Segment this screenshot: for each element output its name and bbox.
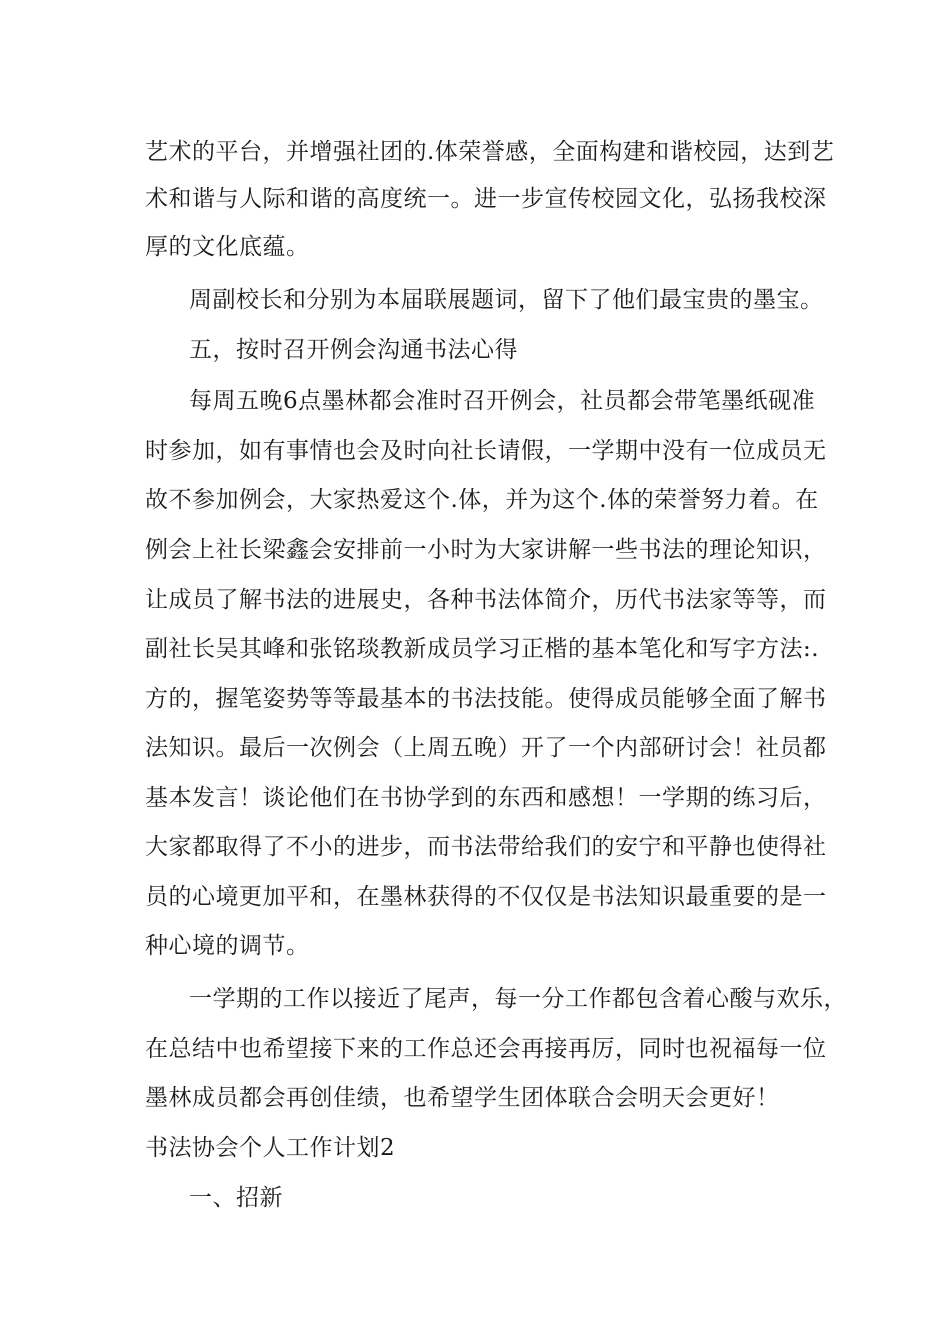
text-line: 副社长吴其峰和张铭琰教新成员学习正楷的基本笔化和写字方法:.: [145, 636, 820, 662]
text-line: 方的，握笔姿势等等最基本的书法技能。使得成员能够全面了解书: [145, 686, 827, 712]
text-line: 墨林成员都会再创佳绩，也希望学生团体联合会明天会更好！: [145, 1085, 780, 1111]
text-line: 厚的文化底蕴。: [145, 234, 310, 260]
paragraph-start: 周副校长和分别为本届联展题词，留下了他们最宝贵的墨宝。: [189, 287, 824, 313]
text-line: 艺术的平台，并增强社团的.体荣誉感，全面构建和谐校园，达到艺: [145, 139, 835, 165]
paragraph-start: 每周五晚6点墨林都会准时召开例会，社员都会带笔墨纸砚准: [189, 388, 816, 414]
text-line: 在总结中也希望接下来的工作总还会再接再厉，同时也祝福每一位: [145, 1036, 827, 1062]
section-heading: 五，按时召开例会沟通书法心得: [189, 337, 518, 363]
section-heading: 一、招新: [189, 1185, 283, 1211]
text-line: 大家都取得了不小的进步，而书法带给我们的安宁和平静也使得社: [145, 834, 827, 860]
text-line: 种心境的调节。: [145, 933, 310, 959]
text-line: 时参加，如有事情也会及时向社长请假，一学期中没有一位成员无: [145, 438, 827, 464]
text-line: 让成员了解书法的进展史，各种书法体简介，历代书法家等等，而: [145, 587, 827, 613]
paragraph-start: 一学期的工作以接近了尾声，每一分工作都包含着心酸与欢乐，: [189, 986, 847, 1012]
text-line: 例会上社长梁鑫会安排前一小时为大家讲解一些书法的理论知识，: [145, 537, 827, 563]
document-title: 书法协会个人工作计划2: [145, 1135, 396, 1161]
text-line: 术和谐与人际和谐的高度统一。进一步宣传校园文化，弘扬我校深: [145, 186, 827, 212]
text-line: 法知识。最后一次例会（上周五晚）开了一个内部研讨会！社员都: [145, 735, 827, 761]
text-line: 基本发言！谈论他们在书协学到的东西和感想！一学期的练习后，: [145, 785, 827, 811]
text-line: 员的心境更加平和，在墨林获得的不仅仅是书法知识最重要的是一: [145, 884, 827, 910]
text-line: 故不参加例会，大家热爱这个.体，并为这个.体的荣誉努力着。在: [145, 487, 819, 513]
